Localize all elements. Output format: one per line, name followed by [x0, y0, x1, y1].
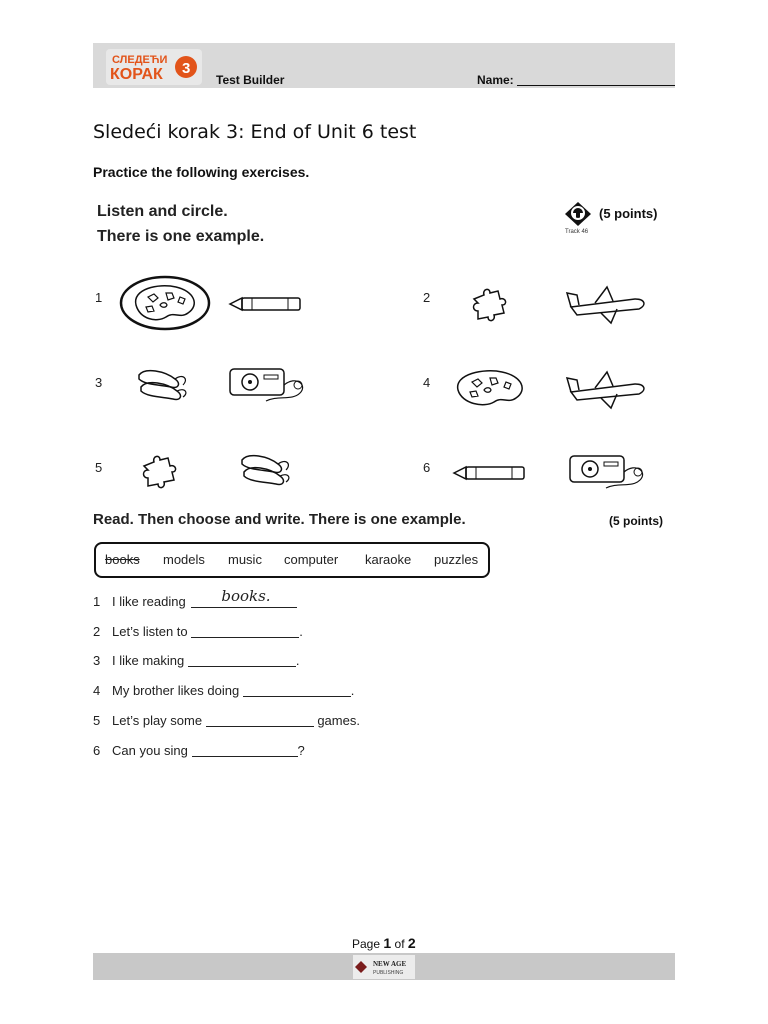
sentence-text: Let’s play some [112, 713, 203, 728]
sentence-row [93, 713, 360, 728]
publisher-line-1: NEW AGE [373, 960, 407, 968]
sentence-number: 5 [93, 713, 101, 728]
sentence-ending: . [295, 653, 300, 668]
word-option: karaoke [365, 552, 412, 567]
item-number: 6 [423, 460, 431, 475]
sentence-row [93, 743, 305, 758]
answer-blank[interactable] [191, 587, 297, 608]
new-age-publishing-logo [353, 955, 415, 979]
word-option: models [163, 552, 205, 567]
cd-player-picture[interactable] [566, 452, 650, 492]
page-total: 2 [407, 935, 416, 951]
name-blank[interactable] [517, 73, 675, 86]
sentence-text: I like making [112, 653, 185, 668]
test-builder-label: Test Builder [216, 73, 285, 87]
ballet-shoes-picture[interactable] [238, 450, 294, 490]
palette-picture-circled[interactable] [118, 275, 212, 331]
puzzle-picture[interactable] [140, 452, 182, 492]
page-of: of [394, 937, 405, 951]
sentence-text: I like reading [112, 594, 186, 609]
sentence-ending: ? [297, 743, 305, 758]
answer-blank[interactable] [243, 684, 351, 697]
answer-blank[interactable] [206, 714, 314, 727]
page-number [352, 935, 416, 951]
track-label: Track 46 [565, 229, 589, 235]
logo-number: 3 [182, 60, 191, 77]
crayon-picture[interactable] [228, 293, 306, 315]
exercise1-points: (5 points) [599, 206, 658, 221]
word-option: books [105, 552, 140, 567]
page-title: Sledeći korak 3: End of Unit 6 test [93, 121, 417, 143]
logo-line-1: СЛЕДЕЋИ [112, 54, 168, 66]
sentence-number: 1 [93, 594, 101, 609]
exercise2-instruction: Read. Then choose and write. There is one example. [93, 511, 466, 528]
plane-picture[interactable] [565, 283, 649, 325]
example-answer: books. [221, 587, 271, 605]
word-option: computer [284, 552, 339, 567]
word-option: puzzles [434, 552, 479, 567]
logo-line-2: КОРАК [110, 66, 163, 83]
sentence-row [93, 587, 297, 609]
page-subtitle: Practice the following exercises. [93, 164, 310, 180]
answer-blank[interactable] [188, 654, 296, 667]
sentence-number: 2 [93, 624, 101, 639]
palette-picture[interactable] [454, 368, 528, 408]
answer-blank[interactable] [192, 744, 298, 757]
publisher-line-2: PUBLISHING [373, 970, 404, 976]
item-number: 4 [423, 375, 431, 390]
sentence-ending: games. [313, 713, 360, 728]
answer-blank[interactable] [191, 625, 299, 638]
exercise1-instruction-2: There is one example. [97, 228, 265, 245]
sentence-row [93, 653, 300, 668]
item-number: 3 [95, 375, 103, 390]
name-label: Name: [477, 73, 514, 87]
puzzle-picture[interactable] [470, 285, 512, 325]
sentence-ending: . [350, 683, 355, 698]
ballet-shoes-picture[interactable] [135, 365, 191, 405]
name-field [477, 73, 675, 87]
sentence-ending: . [299, 624, 303, 639]
plane-picture[interactable] [565, 368, 649, 410]
exercise2-points: (5 points) [609, 514, 663, 528]
sentence-number: 6 [93, 743, 101, 758]
sentence-number: 4 [93, 683, 101, 698]
item-number: 1 [95, 290, 103, 305]
exercise1-instruction-1: Listen and circle. [97, 203, 228, 220]
item-number: 5 [95, 460, 103, 475]
item-number: 2 [423, 290, 431, 305]
page-word: Page [352, 937, 381, 951]
page-current: 1 [383, 935, 392, 951]
sentence-row [93, 624, 303, 639]
cd-player-picture[interactable] [226, 365, 310, 405]
word-option: music [228, 552, 262, 567]
sentence-text: Let’s listen to [112, 624, 188, 639]
sentence-number: 3 [93, 653, 101, 668]
sledeci-korak-logo [106, 49, 202, 85]
audio-track-icon [563, 200, 593, 228]
sentence-text: Can you sing [112, 743, 188, 758]
crayon-picture[interactable] [452, 462, 530, 484]
sentence-row [93, 683, 354, 698]
sentence-text: My brother likes doing [112, 683, 240, 698]
